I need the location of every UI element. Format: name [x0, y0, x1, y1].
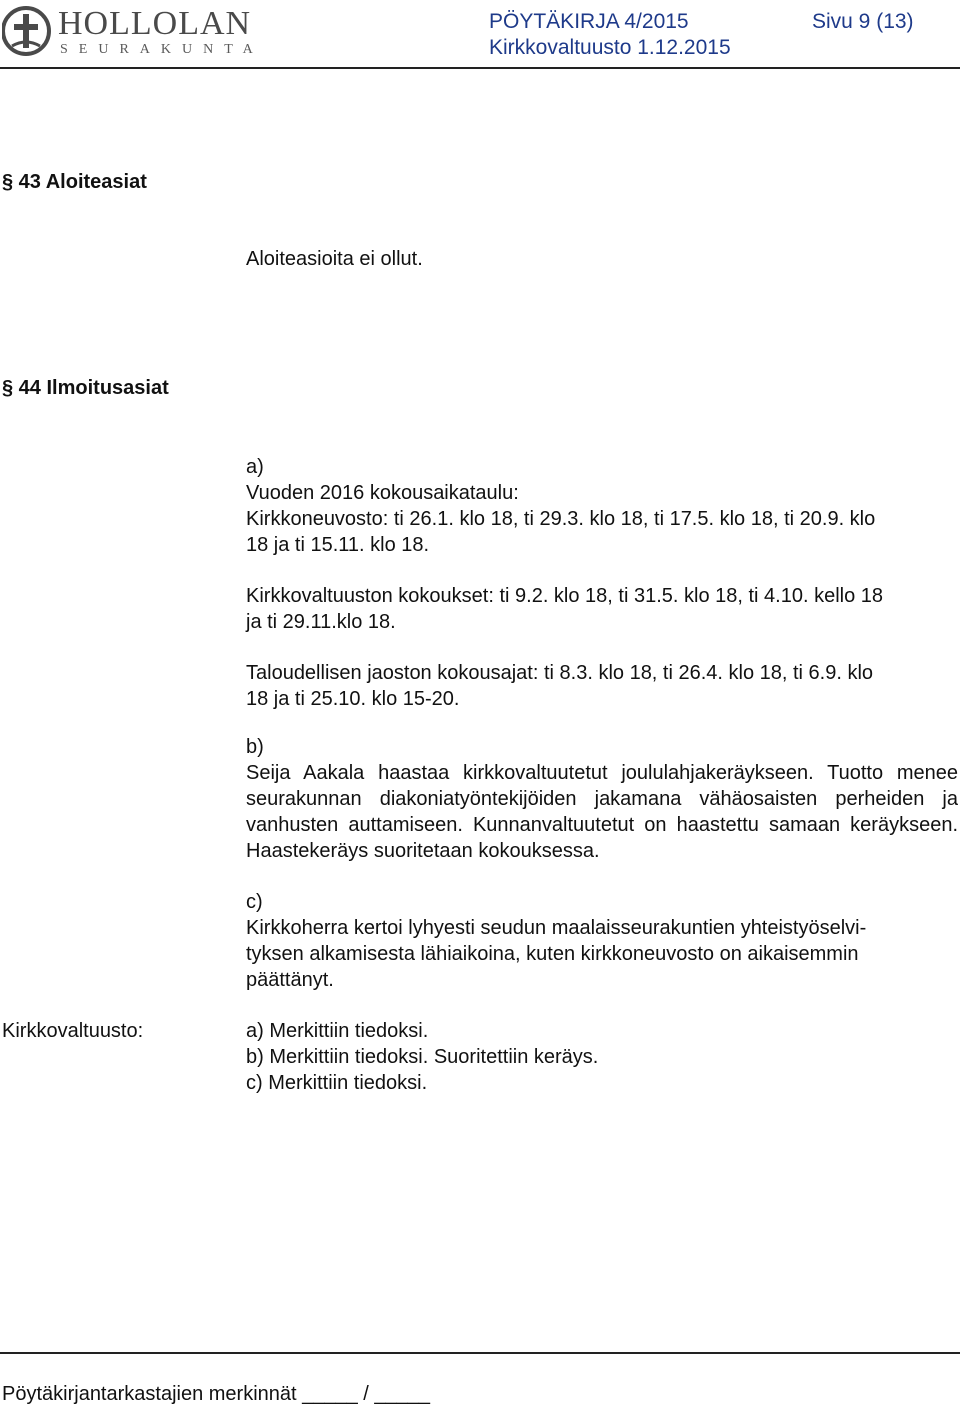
decision-label: Kirkkovaltuusto:	[2, 1020, 144, 1042]
item-c-line: tyksen alkamisesta lähiaikoina, kuten kirkkoneuvosto on aikaisemmin	[246, 943, 859, 965]
logo	[2, 2, 302, 62]
logo-name: HOLLOLAN	[58, 5, 252, 42]
section-heading: § 43 Aloiteasiat	[2, 171, 147, 193]
item-a-jaosto-line: Taloudellisen jaoston kokousajat: ti 8.3. klo 18, ti 26.4. klo 18, ti 6.9. klo	[246, 662, 874, 684]
header-divider	[0, 67, 960, 69]
footer-divider	[0, 1352, 960, 1354]
church-logo-icon	[2, 2, 52, 60]
item-a-valtuusto-line: ja ti 29.11.klo 18.	[246, 611, 396, 633]
item-b-label: b)	[246, 736, 264, 758]
decision-line: a) Merkittiin tiedoksi.	[246, 1020, 429, 1042]
item-a-line: Vuoden 2016 kokousaikataulu:	[246, 482, 519, 504]
decision-line: c) Merkittiin tiedoksi.	[246, 1072, 428, 1094]
item-a-line: 18 ja ti 15.11. klo 18.	[246, 534, 430, 556]
item-a-valtuusto-line: Kirkkovaltuuston kokoukset: ti 9.2. klo 18, ti 31.5. klo 18, ti 4.10. kello 18	[246, 585, 884, 607]
decision-line: b) Merkittiin tiedoksi. Suoritettiin keräys.	[246, 1046, 599, 1068]
item-a-jaosto-line: 18 ja ti 25.10. klo 15-20.	[246, 688, 460, 710]
page-number: Sivu 9 (13)	[812, 10, 914, 33]
section-body: Aloiteasioita ei ollut.	[246, 248, 423, 270]
meeting-name: Kirkkovaltuusto 1.12.2015	[489, 36, 731, 59]
document-title: PÖYTÄKIRJA 4/2015	[489, 10, 689, 33]
section-heading: § 44 Ilmoitusasiat	[2, 377, 169, 399]
item-a-line: Kirkkoneuvosto: ti 26.1. klo 18, ti 29.3. klo 18, ti 17.5. klo 18, ti 20.9. klo	[246, 508, 876, 530]
item-c-line: Kirkkoherra kertoi lyhyesti seudun maalaisseurakuntien yhteistyöselvi-	[246, 917, 867, 939]
logo-subtitle: SEURAKUNTA	[60, 42, 264, 57]
item-a-label: a)	[246, 456, 264, 478]
item-b-paragraph: Seija Aakala haastaa kirkkovaltuutetut joululahjakeräykseen. Tuotto menee seurakunnan diakoniatyöntekijöiden jakamana vähäosaisten perheiden ja vanhusten auttamiseen. Kunnanvaltuutetut on haastettu samaan keräykseen. Haastekeräys suoritetaan kokouksessa.	[246, 762, 958, 862]
signature-field: Pöytäkirjantarkastajien merkinnät _____ / _____	[2, 1383, 431, 1405]
item-c-line: päättänyt.	[246, 969, 334, 991]
item-c-label: c)	[246, 891, 263, 913]
